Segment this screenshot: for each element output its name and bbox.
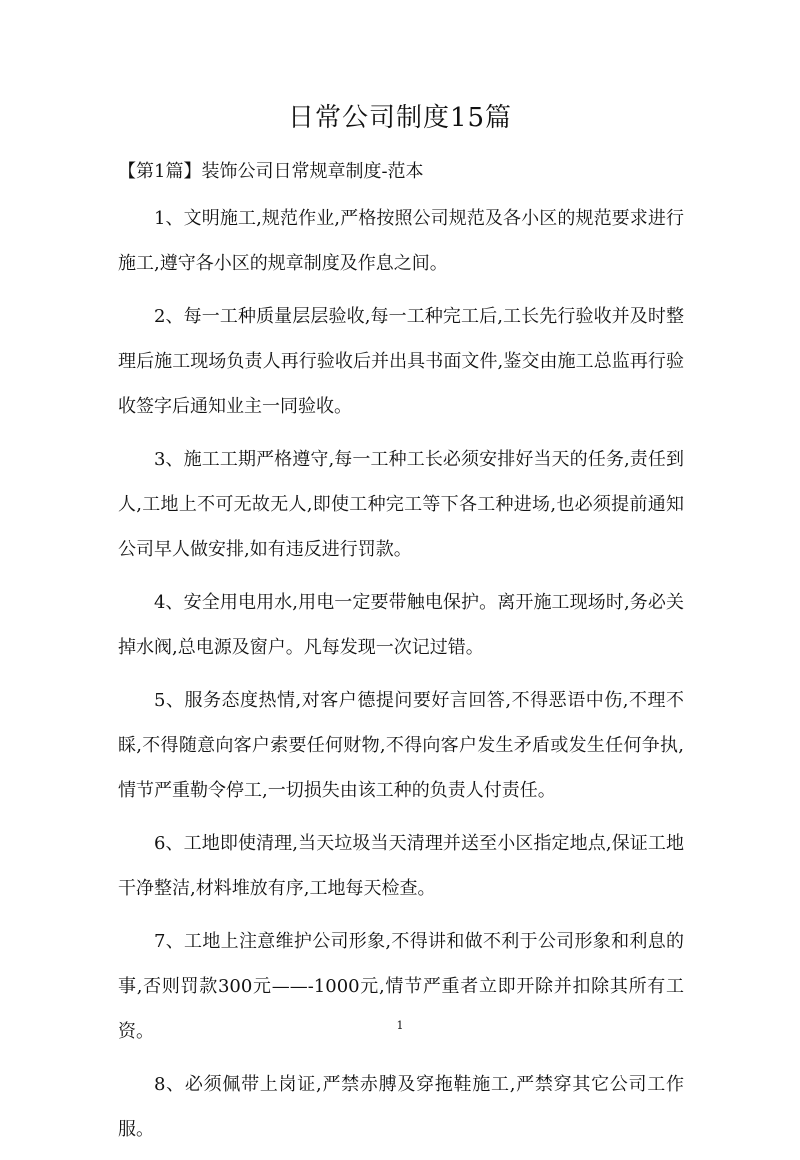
section-heading: 【第1篇】装饰公司日常规章制度-范本 <box>118 161 424 182</box>
paragraph-4: 4、安全用电用水,用电一定要带触电保护。离开施工现场时,务必关掉水阀,总电源及窗户。凡每发现一次记过错。 <box>118 592 684 658</box>
paragraph-1: 1、文明施工,规范作业,严格按照公司规范及各小区的规范要求进行施工,遵守各小区的规章制度及作息之间。 <box>118 208 684 274</box>
document-body <box>118 196 684 1160</box>
paragraph-7: 7、工地上注意维护公司形象,不得讲和做不利于公司形象和利息的事,否则罚款300元——-1000元,情节严重者立即开除并扣除其所有工资。 <box>118 931 684 1042</box>
paragraph-8: 8、必须佩带上岗证,严禁赤膊及穿拖鞋施工,严禁穿其它公司工作服。 <box>118 1074 684 1140</box>
document-title: 日常公司制度15篇 <box>287 103 513 133</box>
paragraph-5: 5、服务态度热情,对客户德提问要好言回答,不得恶语中伤,不理不睬,不得随意向客户索要任何财物,不得向客户发生矛盾或发生任何争执,情节严重勒令停工,一切损失由该工种的负责人付责任。 <box>118 690 684 801</box>
paragraph-2: 2、每一工种质量层层验收,每一工种完工后,工长先行验收并及时整理后施工现场负责人再行验收后并出具书面文件,鉴交由施工总监再行验收签字后通知业主一同验收。 <box>118 306 684 417</box>
paragraph-3: 3、施工工期严格遵守,每一工种工长必须安排好当天的任务,责任到人,工地上不可无故无人,即使工种完工等下各工种进场,也必须提前通知公司早人做安排,如有违反进行罚款。 <box>118 449 684 560</box>
page-number: 1 <box>396 1019 404 1032</box>
paragraph-6: 6、工地即使清理,当天垃圾当天清理并送至小区指定地点,保证工地干净整洁,材料堆放有序,工地每天检查。 <box>118 833 684 899</box>
